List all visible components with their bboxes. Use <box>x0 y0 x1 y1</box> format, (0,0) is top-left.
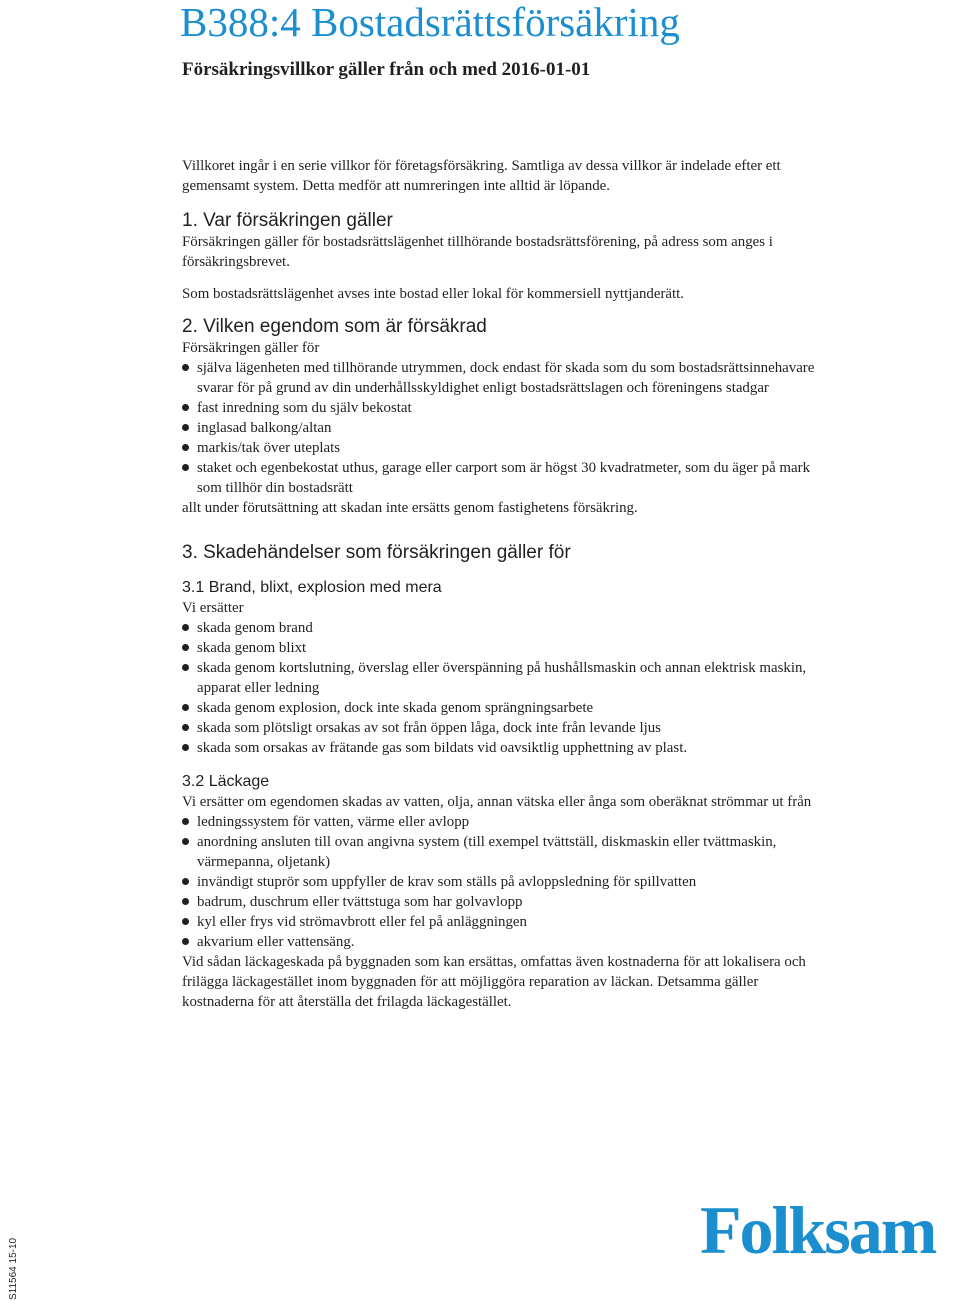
document-body <box>182 156 822 1012</box>
list-item: staket och egenbekostat uthus, garage eller carport som är högst 30 kvadratmeter, som du äger på mark som tillhör din bostadsrätt <box>182 458 822 498</box>
list-item: fast inredning som du själv bekostat <box>182 398 822 418</box>
document-code: S11564 15-10 <box>8 1237 19 1300</box>
list-item: skada som orsakas av frätande gas som bildats vid oavsiktlig upphettning av plast. <box>182 738 822 758</box>
intro-paragraph: Villkoret ingår i en serie villkor för företagsförsäkring. Samtliga av dessa villkor är indelade efter ett gemensamt system. Detta medför att numreringen inte alltid är löpande. <box>182 158 781 194</box>
list-item: badrum, duschrum eller tvättstuga som har golvavlopp <box>182 892 822 912</box>
section-3-1-heading: 3.1 Brand, blixt, explosion med mera <box>182 579 442 596</box>
section-3-1-lead: Vi ersätter <box>182 600 244 616</box>
section-2-heading: 2. Vilken egendom som är försäkrad <box>182 316 487 337</box>
section-3-1-list <box>182 618 822 758</box>
folksam-logo: Folksam <box>700 1192 936 1268</box>
section-3-2-lead: Vi ersätter om egendomen skadas av vatten, olja, annan vätska eller ånga som oberäknat strömmar ut från <box>182 794 812 810</box>
list-item: markis/tak över uteplats <box>182 438 822 458</box>
section-3-2-heading: 3.2 Läckage <box>182 773 270 790</box>
section-1-heading: 1. Var försäkringen gäller <box>182 210 393 231</box>
list-item: skada genom blixt <box>182 638 822 658</box>
section-1-paragraph: Försäkringen gäller för bostadsrättslägenhet tillhörande bostadsrättsförening, på adress som anges i försäkringsbrevet. <box>182 234 773 270</box>
section-3-heading: 3. Skadehändelser som försäkringen gäller för <box>182 542 571 563</box>
list-item: kyl eller frys vid strömavbrott eller fel på anläggningen <box>182 912 822 932</box>
list-item: skada genom explosion, dock inte skada genom sprängningsarbete <box>182 698 822 718</box>
list-item: akvarium eller vattensäng. <box>182 932 822 952</box>
list-item: skada genom brand <box>182 618 822 638</box>
section-2-lead: Försäkringen gäller för <box>182 340 320 356</box>
section-3-2-list <box>182 812 822 952</box>
list-item: inglasad balkong/altan <box>182 418 822 438</box>
page-title: B388:4 Bostadsrättsförsäkring <box>180 0 680 45</box>
section-2-tail: allt under förutsättning att skadan inte ersätts genom fastighetens försäkring. <box>182 500 638 516</box>
list-item: anordning ansluten till ovan angivna system (till exempel tvättställ, diskmaskin eller tvättmaskin, värmepanna, oljetank) <box>182 832 822 872</box>
section-1-paragraph: Som bostadsrättslägenhet avses inte bostad eller lokal för kommersiell nyttjanderätt. <box>182 286 685 302</box>
list-item: ledningssystem för vatten, värme eller avlopp <box>182 812 822 832</box>
list-item: skada genom kortslutning, överslag eller överspänning på hushållsmaskin och annan elektrisk maskin, apparat eller ledning <box>182 658 822 698</box>
section-3-2-tail: Vid sådan läckageskada på byggnaden som kan ersättas, omfattas även kostnaderna för att lokalisera och frilägga läckagestället inom byggnaden för att möjliggöra reparation av läckan. Detsamma gäller kostnaderna för att återställa det frilagda läckagestället. <box>182 954 806 1010</box>
list-item: invändigt stuprör som uppfyller de krav som ställs på avloppsledning för spillvatten <box>182 872 822 892</box>
list-item: själva lägenheten med tillhörande utrymmen, dock endast för skada som du som bostadsrättsinnehavare svarar för på grund av din underhållsskyldighet enligt bostadsrättslagen och föreningens stadgar <box>182 358 822 398</box>
page-subtitle: Försäkringsvillkor gäller från och med 2016-01-01 <box>182 59 591 80</box>
list-item: skada som plötsligt orsakas av sot från öppen låga, dock inte från levande ljus <box>182 718 822 738</box>
section-2-list <box>182 358 822 498</box>
